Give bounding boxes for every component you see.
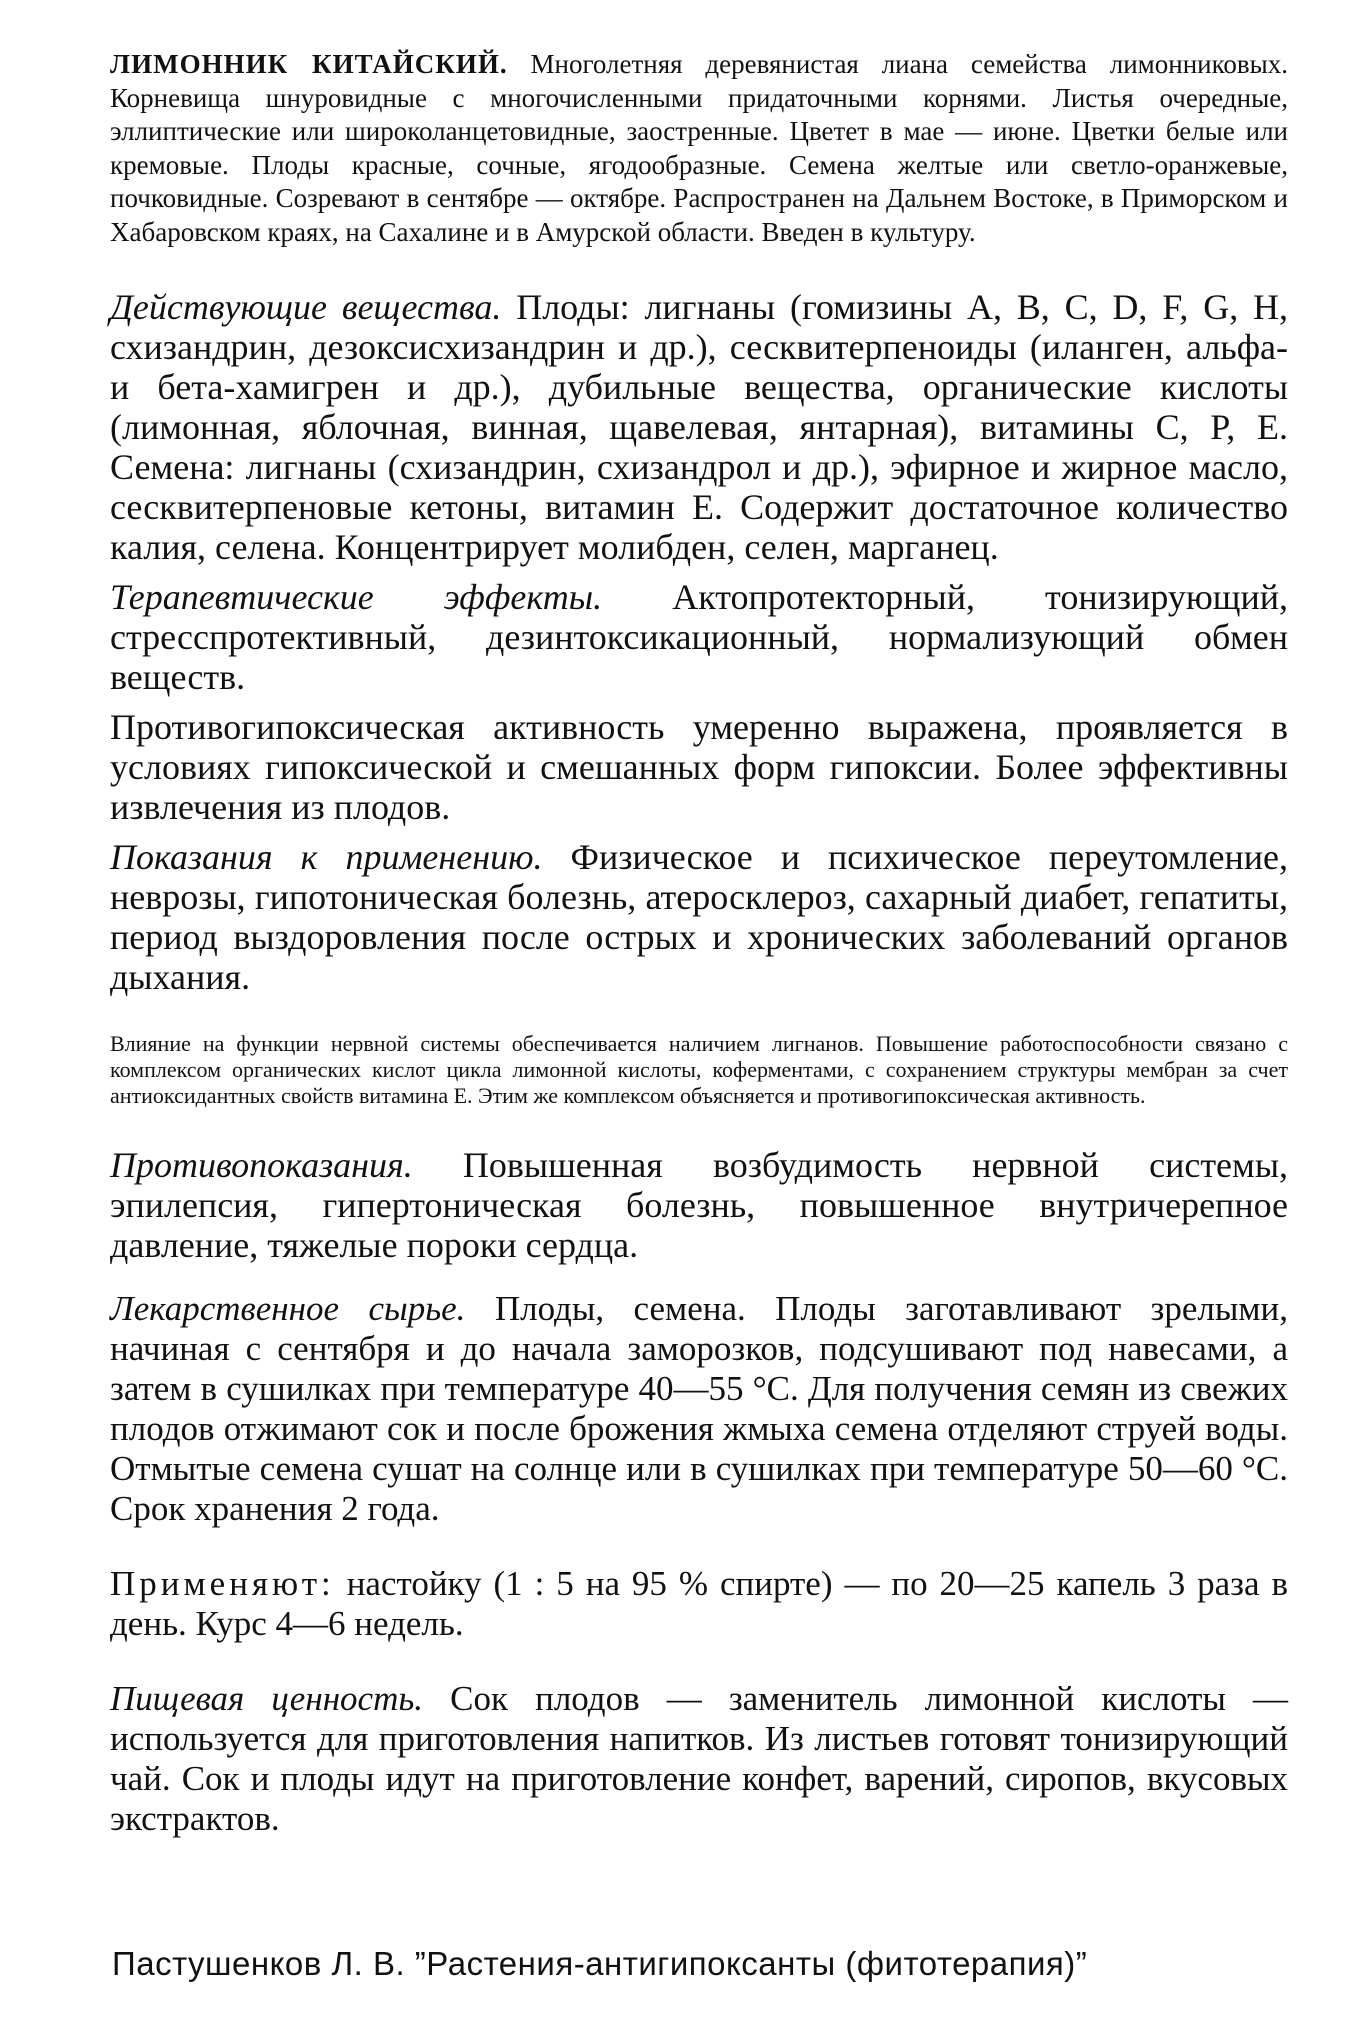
active-substances-paragraph <box>110 287 1288 567</box>
therapeutic-effects-paragraph <box>110 577 1288 697</box>
usage-paragraph <box>110 1564 1288 1644</box>
indications-heading: Показания к применению. <box>110 837 543 877</box>
raw-material-paragraph <box>110 1289 1288 1529</box>
intro-paragraph <box>110 48 1288 249</box>
article-body <box>110 48 1288 1874</box>
antihypoxic-paragraph: Противогипоксическая активность умеренно выражена, проявляется в условиях гипоксической и смешанных форм гипоксии. Более эффективны извлечения из плодов. <box>110 707 1288 827</box>
therapeutic-effects-text: Актопротекторный, тонизирующий, стресспротективный, дезинтоксикационный, нормализующий обмен веществ. <box>110 577 1289 697</box>
indications-text: Физическое и психическое переутомление, неврозы, гипотоническая болезнь, атеросклероз, сахарный диабет, гепатиты, период выздоровления после острых и хронических заболеваний органов дыхания. <box>110 837 1288 997</box>
food-value-heading: Пищевая ценность. <box>110 1679 424 1718</box>
raw-material-text: Плоды, семена. Плоды заготавливают зрелыми, начиная с сентября и до начала заморозков, подсушивают под навесами, а затем в сушилках при температуре 40—55 °C. Для получения семян из свежих плодов отжимают сок и после брожения жмыха семена отделяют струей воды. Отмытые семена сушат на солнце или в сушилках при температуре 50—60 °C. Срок хранения 2 года. <box>110 1289 1288 1528</box>
food-value-text: Сок плодов — заменитель лимонной кислоты — используется для приготовления напитков. Из листьев готовят тонизирующий чай. Сок и плоды идут на приготовление конфет, варений, сиропов, вкусовых экстрактов. <box>110 1679 1288 1838</box>
raw-material-heading: Лекарственное сырье. <box>110 1289 466 1328</box>
contraindications-heading: Противопоказания. <box>110 1145 413 1185</box>
intro-text: Многолетняя деревянистая лиана семейства лимонниковых. Корневища шнуровидные с многочисленными придаточными корнями. Листья очередные, эллиптические или широколанцетовидные, заостренные. Цветет в мае — июне. Цветки белые или кремовые. Плоды красные, сочные, ягодообразные. Семена желтые или светло-оранжевые, почковидные. Созревают в сентябре — октябре. Распространен на Дальнем Востоке, в Приморском и Хабаровском краях, на Сахалине и в Амурской области. Введен в культуру. <box>110 49 1288 247</box>
usage-heading: Применяют: <box>110 1564 335 1603</box>
active-substances-heading: Действующие вещества. <box>110 287 502 327</box>
source-citation: Пастушенков Л. В. ”Растения-антигипоксанты (фитотерапия)” <box>112 1945 1088 1982</box>
usage-text: настойку (1 : 5 на 95 % спирте) — по 20—25 капель 3 раза в день. Курс 4—6 недель. <box>110 1564 1288 1643</box>
article-title: ЛИМОННИК КИТАЙСКИЙ. <box>110 49 508 79</box>
active-substances-text: Плоды: лигнаны (гомизины A, B, C, D, F, G, H, схизандрин, дезоксисхизандрин и др.), сесквитерпеноиды (иланген, альфа- и бета-хамигрен и др.), дубильные вещества, органические кислоты (лимонная, яблочная, винная, щавелевая, янтарная), витамины C, P, E. Семена: лигнаны (схизандрин, схизандрол и др.), эфирное и жирное масло, сесквитерпеновые кетоны, витамин E. Содержит достаточное количество калия, селена. Концентрирует молибден, селен, марганец. <box>110 287 1289 567</box>
therapeutic-effects-heading: Терапевтические эффекты. <box>110 577 603 617</box>
food-value-paragraph <box>110 1679 1288 1839</box>
contraindications-text: Повышенная возбудимость нервной системы, эпилепсия, гипертоническая болезнь, повышенное внутричерепное давление, тяжелые пороки сердца. <box>110 1145 1289 1265</box>
contraindications-paragraph <box>110 1145 1288 1265</box>
note-paragraph: Влияние на функции нервной системы обеспечивается наличием лигнанов. Повышение работоспособности связано с комплексом органических кислот цикла лимонной кислоты, коферментами, с сохранением структуры мембран за счет антиоксидантных свойств витамина E. Этим же комплексом объясняется и противогипоксическая активность. <box>110 1031 1288 1108</box>
indications-paragraph <box>110 837 1288 997</box>
